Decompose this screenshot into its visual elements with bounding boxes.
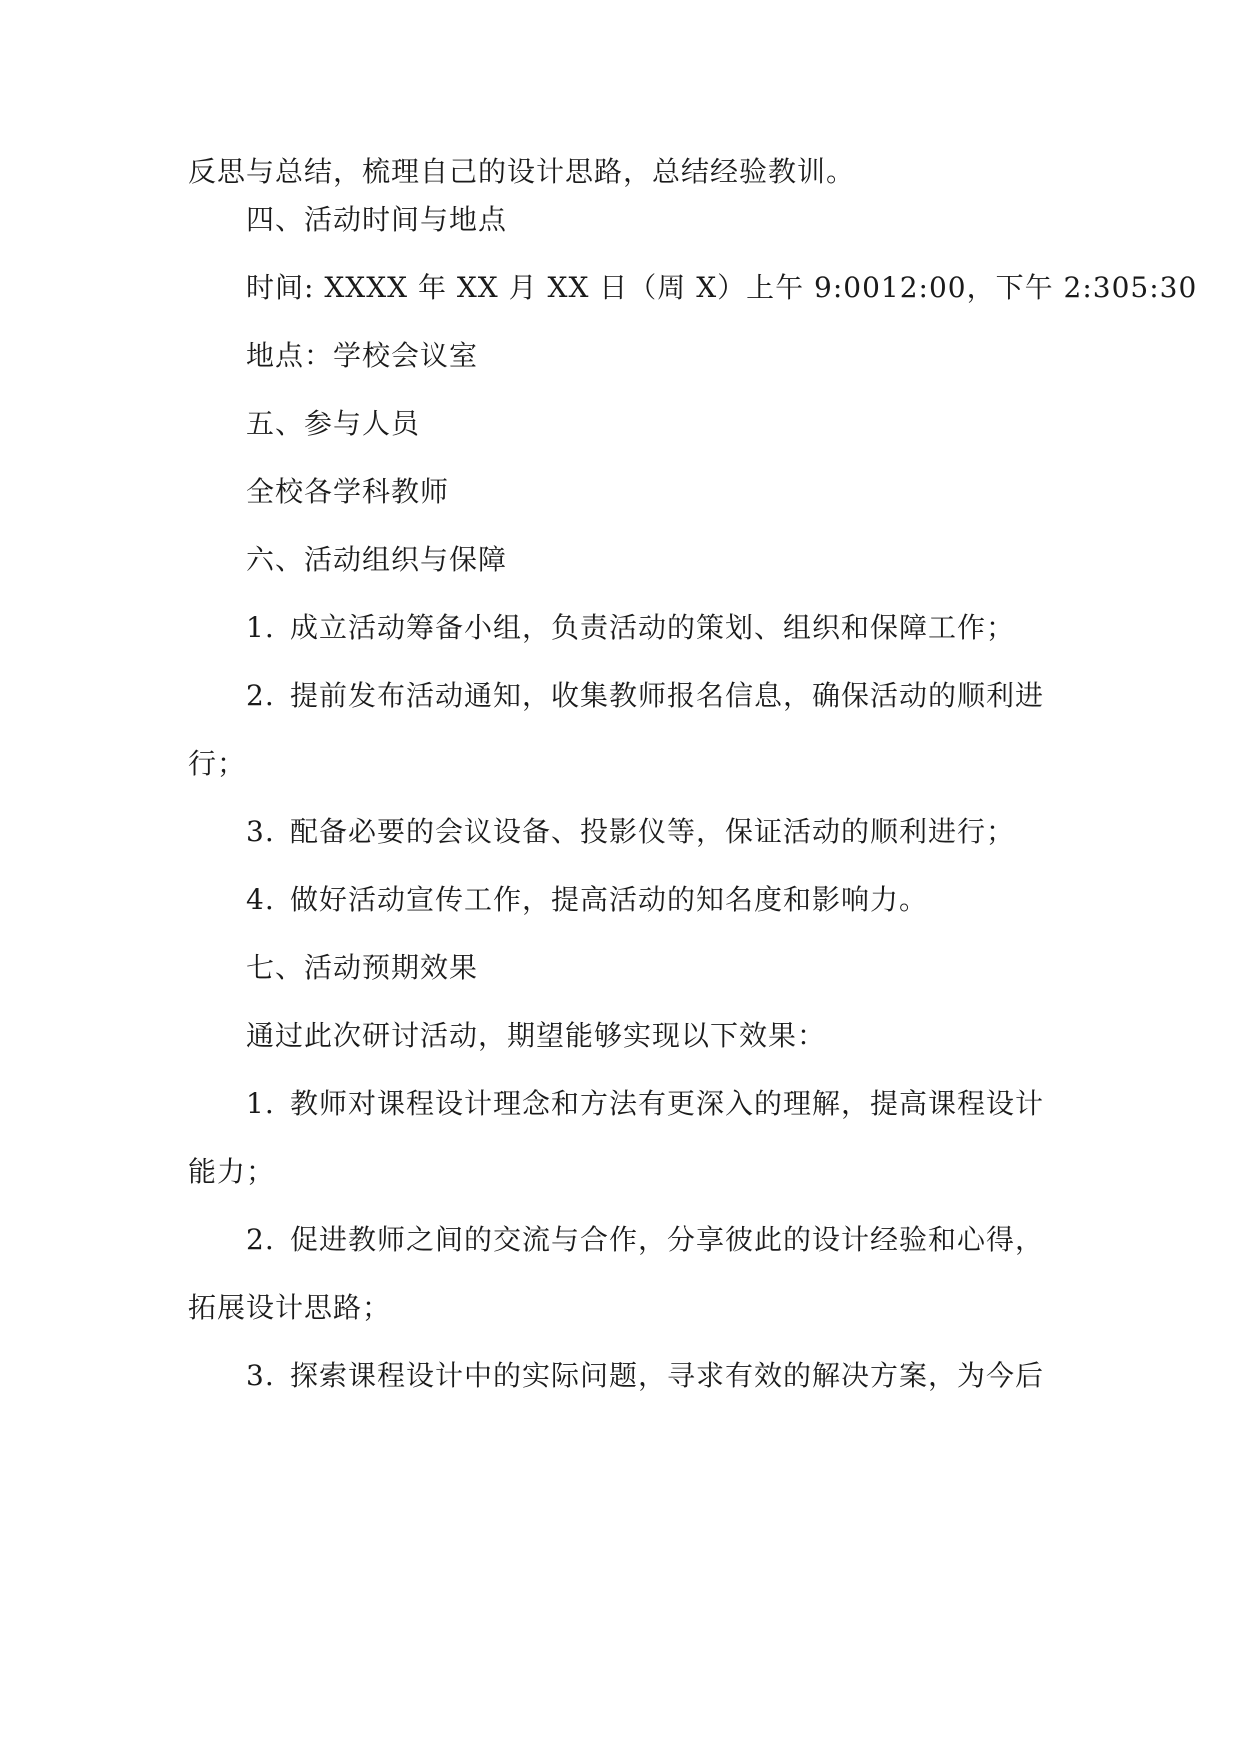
paragraph-line (188, 744, 1068, 784)
text: 探索课程设计中的实际问题，寻求有效的解决方案，为今后 (290, 1359, 1045, 1392)
text: 行； (188, 747, 247, 780)
list-item (246, 812, 1126, 852)
list-item (246, 676, 1126, 716)
list-number: 4. (246, 883, 275, 916)
text: 教师对课程设计理念和方法有更深入的理解，提高课程设计 (290, 1087, 1045, 1120)
section-heading (246, 948, 1126, 988)
text: 地点：学校会议室 (246, 339, 479, 372)
text: 促进教师之间的交流与合作，分享彼此的设计经验和心得， (290, 1223, 1045, 1256)
heading-text: 七、活动预期效果 (246, 951, 479, 984)
paragraph-line (246, 268, 1198, 308)
paragraph-line (188, 1288, 1068, 1328)
text: 能力； (188, 1155, 276, 1188)
paragraph-line (188, 152, 1068, 192)
section-heading (246, 404, 1126, 444)
list-item (246, 880, 1126, 920)
heading-text: 五、参与人员 (246, 407, 421, 440)
list-number: 2. (246, 1223, 275, 1256)
list-item (246, 1356, 1126, 1396)
list-item (246, 1084, 1126, 1124)
text: 通过此次研讨活动，期望能够实现以下效果： (246, 1019, 827, 1052)
list-number: 2. (246, 679, 275, 712)
heading-text: 六、活动组织与保障 (246, 543, 508, 576)
paragraph-line (246, 472, 1126, 512)
list-number: 1. (246, 1087, 275, 1120)
list-item (246, 1220, 1126, 1260)
text: 时间: XXXX 年 XX 月 XX 日（周 X）上午 9:0012:00，下午 2:305:30 (246, 271, 1198, 304)
paragraph-line (246, 336, 1126, 376)
list-number: 1. (246, 611, 275, 644)
text: 全校各学科教师 (246, 475, 450, 508)
text: 反思与总结，梳理自己的设计思路，总结经验教训。 (188, 155, 856, 188)
list-item (246, 608, 1126, 648)
section-heading (246, 540, 1126, 580)
text: 拓展设计思路； (188, 1291, 392, 1324)
list-number: 3. (246, 1359, 275, 1392)
heading-text: 四、活动时间与地点 (246, 203, 508, 236)
paragraph-line (188, 1152, 1068, 1192)
text: 配备必要的会议设备、投影仪等，保证活动的顺利进行； (290, 815, 1016, 848)
paragraph-line (246, 1016, 1126, 1056)
text: 成立活动筹备小组，负责活动的策划、组织和保障工作； (290, 611, 1016, 644)
text: 做好活动宣传工作，提高活动的知名度和影响力。 (290, 883, 929, 916)
section-heading (246, 200, 1126, 240)
list-number: 3. (246, 815, 275, 848)
text: 提前发布活动通知，收集教师报名信息，确保活动的顺利进 (290, 679, 1045, 712)
